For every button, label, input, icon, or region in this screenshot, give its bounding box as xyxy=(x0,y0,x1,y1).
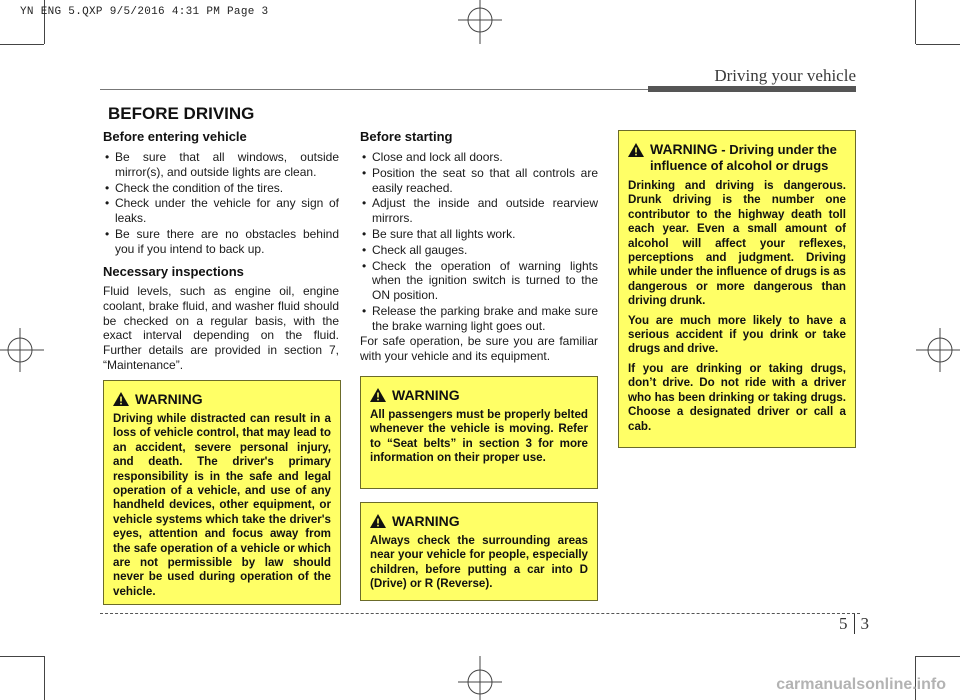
warning-header xyxy=(113,391,331,407)
warning-title: WARNING xyxy=(392,513,460,529)
list-item: • Release the parking brake and make sure the brake warning light goes out. xyxy=(360,304,598,334)
chapter-number: 5 xyxy=(839,614,855,634)
list-item: • Check under the vehicle for any sign of leaks. xyxy=(103,196,339,226)
warning-header xyxy=(370,513,588,529)
warning-text: You are much more likely to have a serious accident if you drink or take drugs and drive. xyxy=(628,313,846,356)
warning-box-alcohol xyxy=(618,130,856,448)
warning-header xyxy=(370,387,588,403)
list-item: • Check the condition of the tires. xyxy=(103,181,339,196)
crop-mark xyxy=(0,656,44,657)
list-item: • Check the operation of warning lights when the ignition switch is turned to the ON position. xyxy=(360,259,598,303)
warning-box-seat-belts xyxy=(360,376,598,489)
warning-text: Drinking and driving is dangerous. Drunk driving is the number one contributor to the highway death toll each year. Even a small amount of alcohol will affect your reflexes, perceptions and judgment. Driving while under the influence of drugs is as dangerous or more dangerous than driving drunk. xyxy=(628,179,846,308)
warning-box-surroundings xyxy=(360,502,598,601)
list-item: • Position the seat so that all controls are easily reached. xyxy=(360,166,598,196)
entering-heading: Before entering vehicle xyxy=(103,129,247,144)
inspections-heading: Necessary inspections xyxy=(103,264,244,279)
list-item: • Check all gauges. xyxy=(360,243,598,258)
page-number xyxy=(839,614,869,634)
warning-triangle-icon xyxy=(370,514,386,528)
inspections-text: Fluid levels, such as engine oil, engine coolant, brake fluid, and washer fluid should be checked on a regular basis, with the exact interval depending on the fluid. Further details are provided in section 7, “Maintenance”. xyxy=(103,284,339,372)
file-tag: YN ENG 5.QXP 9/5/2016 4:31 PM Page 3 xyxy=(20,6,269,18)
starting-list xyxy=(360,150,598,335)
entering-list xyxy=(103,150,339,258)
chapter-title: Driving your vehicle xyxy=(714,66,856,85)
page-number-value: 3 xyxy=(860,614,869,633)
warning-triangle-icon xyxy=(628,143,644,157)
list-item: • Be sure there are no obstacles behind you if you intend to back up. xyxy=(103,227,339,257)
crop-mark xyxy=(916,656,960,657)
warning-title: WARNING xyxy=(135,391,203,407)
warning-triangle-icon xyxy=(370,388,386,402)
header-rule xyxy=(100,89,648,90)
list-item: • Close and lock all doors. xyxy=(360,150,598,165)
header-rule-accent xyxy=(648,86,856,92)
registration-mark-icon xyxy=(916,320,960,380)
warning-text: All passengers must be properly belted whenever the vehicle is moving. Refer to “Seat belts” in section 3 for more information on their proper use. xyxy=(370,408,588,465)
crop-mark xyxy=(44,656,45,700)
watermark: carmanualsonline.info xyxy=(776,676,946,693)
warning-box-distracted xyxy=(103,380,341,605)
list-item: • Adjust the inside and outside rearview mirrors. xyxy=(360,196,598,226)
warning-text: Driving while distracted can result in a loss of vehicle control, that may lead to an accident, severe personal injury, and death. The driver's primary responsibility is in the safe and legal operation of a vehicle, and use of any handheld devices, other equipment, or vehicle systems which take the driver's eyes, attention and focus away from the safe operation of a vehicle or which are not permissible by law should never be used during operation of the vehicle. xyxy=(113,412,331,598)
warning-text: If you are drinking or taking drugs, don’t drive. Do not ride with a driver who has been drinking or taking drugs. Choose a designated driver or call a cab. xyxy=(628,361,846,433)
crop-mark xyxy=(915,0,916,44)
footer-rule xyxy=(100,613,860,614)
section-title: BEFORE DRIVING xyxy=(108,104,255,123)
starting-heading: Before starting xyxy=(360,129,453,144)
list-item: • Be sure that all lights work. xyxy=(360,227,598,242)
warning-text: Always check the surrounding areas near your vehicle for people, especially children, before putting a car into D (Drive) or R (Reverse). xyxy=(370,534,588,591)
warning-subtitle: - Driving under the influence of alcohol or drugs xyxy=(650,142,837,173)
warning-title: WARNING xyxy=(392,387,460,403)
warning-title: WARNING xyxy=(650,141,718,157)
warning-triangle-icon xyxy=(113,392,129,406)
safe-operation-text: For safe operation, be sure you are familiar with your vehicle and its equipment. xyxy=(360,334,598,363)
list-item: • Be sure that all windows, outside mirror(s), and outside lights are clean. xyxy=(103,150,339,180)
registration-mark-icon xyxy=(0,320,44,380)
crop-mark xyxy=(0,44,44,45)
registration-mark-icon xyxy=(450,656,510,700)
crop-mark xyxy=(916,44,960,45)
warning-header xyxy=(628,141,846,174)
registration-mark-icon xyxy=(450,0,510,44)
